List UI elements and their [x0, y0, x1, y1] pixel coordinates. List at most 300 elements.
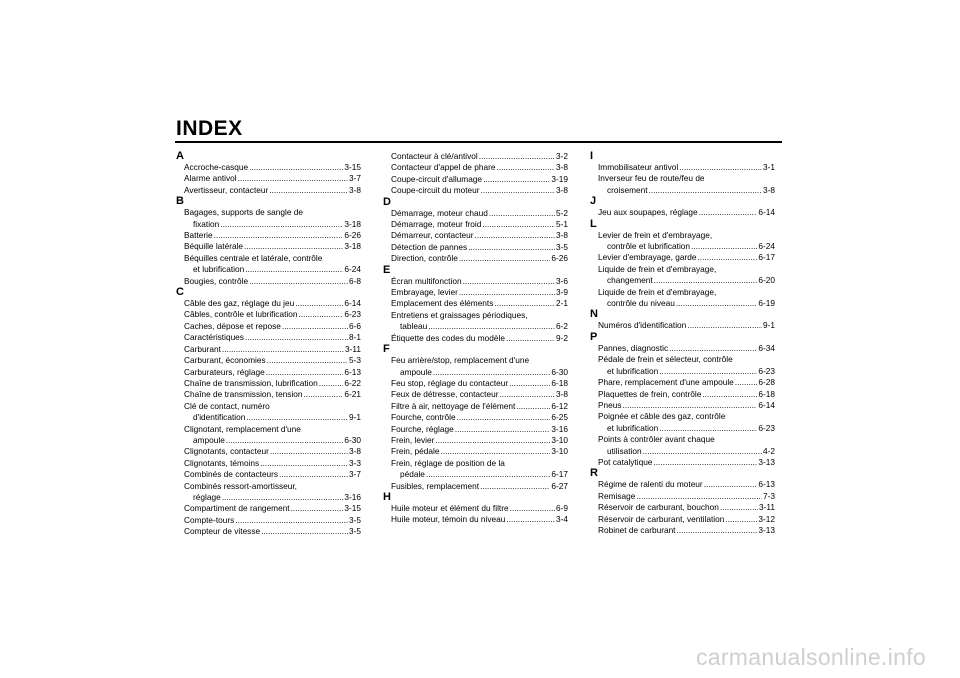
index-entry-leader-row — [598, 252, 775, 263]
index-entry-leader-row — [184, 378, 361, 389]
dot-leader — [676, 298, 758, 309]
index-entry — [176, 458, 361, 469]
index-term: Contacteur d'appel de phare — [391, 162, 496, 173]
index-entry — [176, 389, 361, 400]
dot-leader — [659, 423, 757, 434]
index-term: Carburant — [184, 343, 221, 354]
page-reference: 3-7 — [349, 469, 361, 480]
page-reference: 6-12 — [551, 400, 568, 411]
index-entry — [590, 434, 775, 457]
index-entry — [590, 173, 775, 196]
index-term: Robinet de carburant — [598, 524, 676, 535]
index-entry — [383, 503, 568, 514]
page-title: INDEX — [176, 117, 243, 140]
index-entry — [383, 276, 568, 287]
index-entry-leader-row — [598, 502, 775, 513]
index-entry — [176, 207, 361, 230]
index-entry — [590, 502, 775, 513]
index-letter: J — [590, 195, 597, 208]
title-rule — [175, 141, 782, 143]
index-term: Câbles, contrôle et lubrification — [184, 309, 298, 320]
page-reference: 6-14 — [344, 298, 361, 309]
index-entry-leader-row — [391, 219, 568, 230]
index-entry-leader-row — [184, 162, 361, 173]
index-term: Feu stop, réglage du contacteur — [391, 377, 509, 388]
page-reference: 6-18 — [551, 377, 568, 388]
index-entry — [590, 252, 775, 263]
index-term: contrôle du niveau — [607, 298, 675, 309]
dot-leader — [249, 162, 343, 173]
dot-leader — [226, 435, 344, 446]
index-letter: H — [383, 490, 391, 503]
page-reference: 6-23 — [344, 309, 361, 320]
index-term: Combinés de contacteurs — [184, 469, 279, 480]
dot-leader — [499, 389, 555, 400]
index-entry — [383, 446, 568, 457]
index-term: Compteur de vitesse — [184, 526, 261, 537]
page-reference: 5-2 — [556, 207, 568, 218]
page-reference: 3-1 — [763, 162, 775, 172]
index-term: Démarrage, moteur chaud — [391, 207, 488, 218]
dot-leader — [702, 389, 757, 400]
index-term: Alarme antivol — [184, 173, 237, 184]
dot-leader — [496, 162, 555, 173]
page-reference: 6-17 — [758, 252, 775, 263]
page-reference: 3-13 — [758, 456, 775, 467]
index-entry — [383, 333, 568, 344]
index-entry-leader-row — [598, 275, 775, 286]
index-term: Fusibles, remplacement — [391, 480, 480, 491]
index-entry — [590, 343, 775, 354]
page-reference: 6-25 — [551, 412, 568, 423]
page-reference: 2-1 — [556, 298, 568, 309]
index-term: ampoule — [400, 366, 432, 377]
dot-leader — [679, 162, 762, 173]
dot-leader — [623, 400, 758, 411]
dot-leader — [214, 230, 344, 241]
page-reference: 5-3 — [349, 355, 361, 366]
page-reference: 6-27 — [551, 480, 568, 491]
index-entry — [383, 514, 568, 525]
index-term: Démarrage, moteur froid — [391, 219, 482, 230]
page-reference: 3-4 — [556, 514, 568, 525]
page-reference: 3-5 — [349, 514, 361, 525]
index-entry — [590, 400, 775, 411]
dot-leader — [697, 252, 757, 263]
index-entry — [590, 457, 775, 468]
index-entry — [383, 242, 568, 253]
dot-leader — [735, 377, 758, 388]
page-reference: 4-2 — [763, 445, 775, 456]
page-reference: 6-30 — [344, 434, 361, 445]
index-term: Emplacement des éléments — [391, 298, 494, 309]
index-entry — [590, 491, 775, 502]
page-reference: 6-6 — [349, 320, 361, 331]
index-entry — [176, 481, 361, 504]
dot-leader — [426, 469, 550, 480]
index-term: Numéros d'identification — [598, 320, 687, 331]
dot-leader — [298, 309, 343, 320]
index-entry-leader-row — [598, 207, 775, 218]
dot-leader — [245, 264, 343, 275]
index-entry-leader-row — [184, 503, 361, 514]
index-entry-leader-row — [598, 491, 775, 502]
dot-leader — [245, 332, 348, 343]
page-reference: 3-15 — [344, 162, 361, 172]
page-reference: 6-20 — [758, 275, 775, 286]
index-entry — [176, 253, 361, 276]
index-entry-leader-row — [391, 208, 568, 219]
index-entry — [590, 479, 775, 490]
index-term: Démarreur, contacteur — [391, 230, 474, 241]
page-reference: 3-6 — [556, 275, 568, 286]
index-entry — [176, 276, 361, 287]
index-entry-leader-row — [391, 230, 568, 241]
page-reference: 3-15 — [344, 503, 361, 514]
index-entry — [176, 332, 361, 343]
index-term: Clignotants, contacteur — [184, 446, 269, 457]
index-entry-line: Clé de contact, numéro — [184, 400, 270, 411]
index-entry-line: Entretiens et graissages périodiques, — [391, 309, 528, 320]
index-entry — [590, 230, 775, 253]
index-term: Levier d'embrayage, garde — [598, 252, 697, 263]
index-letter: C — [176, 286, 184, 299]
index-term: Fourche, réglage — [391, 423, 454, 434]
dot-leader — [489, 208, 555, 219]
index-entry-leader-row — [391, 276, 568, 287]
index-entry-leader-row — [391, 469, 568, 480]
index-entry-leader-row — [391, 298, 568, 309]
index-entry — [383, 208, 568, 219]
index-entry — [176, 185, 361, 196]
dot-leader — [428, 321, 555, 332]
index-term: Carburateurs, réglage — [184, 366, 265, 377]
index-entry-leader-row — [184, 298, 361, 309]
index-entry — [590, 525, 775, 536]
index-entry-leader-row — [184, 185, 361, 196]
index-entry-leader-row — [391, 378, 568, 389]
dot-leader — [510, 503, 555, 514]
page-reference: 3-9 — [556, 287, 568, 298]
page-reference: 6-13 — [344, 366, 361, 377]
index-term: Réservoir de carburant, ventilation — [598, 513, 725, 524]
page-reference: 6-14 — [758, 399, 775, 410]
index-entry-leader-row — [598, 377, 775, 388]
index-entry-leader-row — [598, 514, 775, 525]
index-entry — [590, 377, 775, 388]
index-term: Coupe-circuit du moteur — [391, 185, 480, 196]
page-reference: 6-13 — [758, 479, 775, 490]
index-letter: F — [383, 343, 390, 356]
index-entry-leader-row — [184, 458, 361, 469]
index-term: Coupe-circuit d'allumage — [391, 173, 483, 184]
index-term: Clignotants, témoins — [184, 457, 260, 468]
index-entry-leader-row — [184, 173, 361, 184]
index-entry — [590, 287, 775, 310]
index-entry — [176, 173, 361, 184]
dot-leader — [649, 185, 762, 196]
dot-leader — [482, 219, 555, 230]
index-letter: I — [590, 150, 594, 162]
page-reference: 3-18 — [344, 218, 361, 229]
page-reference: 3-8 — [556, 162, 568, 173]
index-letter: B — [176, 195, 184, 208]
index-entry — [176, 298, 361, 309]
page-reference: 9-1 — [763, 320, 775, 331]
index-entry-leader-row — [391, 321, 568, 332]
dot-leader — [238, 173, 348, 184]
page-reference: 6-24 — [758, 241, 775, 252]
index-entry-leader-row — [184, 515, 361, 526]
page-reference: 3-10 — [551, 434, 568, 445]
index-entry — [383, 458, 568, 481]
dot-leader — [435, 435, 550, 446]
page-reference: 3-8 — [763, 184, 775, 195]
index-entry — [176, 367, 361, 378]
index-entry-leader-row — [598, 457, 775, 468]
dot-leader — [463, 276, 555, 287]
page-reference: 6-23 — [758, 365, 775, 376]
index-term: Bougies, contrôle — [184, 275, 249, 286]
index-entry — [383, 355, 568, 378]
index-term: et lubrification — [607, 365, 659, 376]
index-entry — [383, 435, 568, 446]
dot-leader — [459, 253, 551, 264]
index-entry — [383, 481, 568, 492]
dot-leader — [267, 355, 348, 366]
index-letter: R — [590, 467, 598, 480]
index-term: Remisage — [598, 490, 636, 501]
page-reference: 5-1 — [556, 219, 568, 230]
index-entry-line: Inverseur feu de route/feu de — [598, 173, 705, 184]
dot-leader — [244, 241, 343, 252]
page-reference: 6-26 — [551, 253, 568, 264]
dot-leader — [506, 333, 555, 344]
index-entry-leader-row — [184, 492, 361, 503]
index-entry-line: Points à contrôler avant chaque — [598, 434, 715, 445]
index-entry-leader-row — [184, 367, 361, 378]
index-term: Plaquettes de frein, contrôle — [598, 388, 702, 399]
dot-leader — [475, 230, 555, 241]
page-reference: 6-2 — [556, 321, 568, 332]
index-column-3 — [590, 151, 775, 536]
page-reference: 9-2 — [556, 332, 568, 343]
index-entry-leader-row — [391, 242, 568, 253]
index-entry-leader-row — [391, 367, 568, 378]
index-term: croisement — [607, 184, 648, 195]
index-letter: A — [176, 150, 184, 162]
dot-leader — [643, 446, 762, 457]
index-term: Compartiment de rangement — [184, 503, 290, 514]
index-entry-leader-row — [391, 514, 568, 525]
index-letter: P — [590, 330, 598, 343]
index-entry-leader-row — [184, 309, 361, 320]
page-reference: 6-24 — [344, 264, 361, 275]
index-term: Huile moteur, témoin du niveau — [391, 514, 506, 525]
index-term: et lubrification — [607, 422, 659, 433]
index-entry-leader-row — [184, 412, 361, 423]
index-term: Compte-tours — [184, 514, 235, 525]
index-term: Étiquette des codes du modèle — [391, 332, 505, 343]
index-entry — [176, 424, 361, 447]
dot-leader — [222, 492, 344, 503]
index-entry — [383, 378, 568, 389]
index-entry — [383, 412, 568, 423]
index-entry-leader-row — [184, 389, 361, 400]
index-entry — [590, 264, 775, 287]
index-entry-leader-row — [391, 151, 568, 162]
dot-leader — [270, 446, 348, 457]
index-entry — [383, 298, 568, 309]
index-term: Pneus — [598, 399, 622, 410]
index-entry-leader-row — [391, 389, 568, 400]
dot-leader — [691, 241, 757, 252]
index-entry — [383, 230, 568, 241]
index-term: réglage — [193, 491, 221, 502]
index-term: changement — [607, 275, 653, 286]
index-entry-line: Bagages, supports de sangle de — [184, 207, 304, 218]
index-entry — [590, 389, 775, 400]
index-entry-line: Béquilles centrale et latérale, contrôle — [184, 252, 323, 263]
index-entry — [176, 446, 361, 457]
index-entry — [383, 162, 568, 173]
index-term: Carburant, économies — [184, 355, 266, 366]
index-term: Caches, dépose et repose — [184, 320, 281, 331]
dot-leader — [433, 367, 551, 378]
index-entry — [590, 354, 775, 377]
index-letter: L — [590, 217, 597, 230]
page-reference: 6-26 — [344, 230, 361, 241]
index-entry — [176, 401, 361, 424]
dot-leader — [677, 525, 758, 536]
index-term: Batterie — [184, 230, 213, 241]
index-term: Filtre à air, nettoyage de l'élément — [391, 400, 516, 411]
index-term: Béquille latérale — [184, 241, 244, 252]
index-entry — [176, 355, 361, 366]
page-reference: 8-1 — [349, 332, 361, 343]
index-letter: D — [383, 195, 391, 208]
page-reference: 3-19 — [551, 173, 568, 184]
page-reference: 6-22 — [344, 377, 361, 388]
dot-leader — [440, 446, 550, 457]
index-entry — [383, 174, 568, 185]
index-entry-leader-row — [184, 435, 361, 446]
index-entry — [176, 378, 361, 389]
index-entry-leader-row — [598, 162, 775, 173]
watermark: carmanualsonline.info — [695, 644, 926, 670]
dot-leader — [222, 344, 344, 355]
index-entry-leader-row — [184, 469, 361, 480]
index-entry — [590, 514, 775, 525]
dot-leader — [687, 320, 762, 331]
index-entry — [383, 389, 568, 400]
index-entry-leader-row — [184, 446, 361, 457]
index-entry-leader-row — [391, 174, 568, 185]
page-reference: 6-17 — [551, 469, 568, 480]
index-entry-leader-row — [184, 332, 361, 343]
dot-leader — [279, 469, 348, 480]
index-term: et lubrification — [193, 264, 245, 275]
index-entry-leader-row — [598, 400, 775, 411]
index-entry-leader-row — [184, 355, 361, 366]
index-entry — [176, 241, 361, 252]
page-reference: 3-11 — [759, 502, 775, 513]
index-term: contrôle et lubrification — [607, 241, 691, 252]
index-entry — [176, 344, 361, 355]
dot-leader — [468, 242, 555, 253]
index-entry-leader-row — [391, 253, 568, 264]
index-term: Immobilisateur antivol — [598, 162, 679, 172]
index-entry-line: Pédale de frein et sélecteur, contrôle — [598, 354, 733, 365]
dot-leader — [246, 412, 348, 423]
page-reference: 3-8 — [349, 446, 361, 457]
dot-leader — [654, 275, 758, 286]
index-entry-leader-row — [184, 276, 361, 287]
index-entry — [176, 526, 361, 537]
index-term: Détection de pannes — [391, 241, 468, 252]
index-term: utilisation — [607, 445, 642, 456]
page-reference: 6-14 — [758, 207, 775, 218]
index-entry-leader-row — [184, 264, 361, 275]
index-term: Direction, contrôle — [391, 253, 458, 264]
dot-leader — [455, 424, 551, 435]
page-reference: 3-8 — [349, 184, 361, 195]
index-entry-line: Clignotant, remplacement d'une — [184, 423, 301, 434]
index-entry-leader-row — [184, 241, 361, 252]
index-entry-leader-row — [598, 366, 775, 377]
dot-leader — [249, 276, 348, 287]
index-entry-leader-row — [184, 526, 361, 537]
dot-leader — [506, 514, 555, 525]
index-term: Avertisseur, contacteur — [184, 184, 269, 195]
index-term: Contacteur à clé/antivol — [391, 151, 478, 161]
index-entry-leader-row — [598, 185, 775, 196]
index-term: Caractéristiques — [184, 332, 244, 343]
index-term: Régime de ralenti du moteur — [598, 479, 703, 490]
dot-leader — [479, 151, 555, 162]
index-entry-leader-row — [391, 412, 568, 423]
index-entry-leader-row — [184, 230, 361, 241]
index-entry — [383, 310, 568, 333]
dot-leader — [295, 298, 343, 309]
page-reference: 3-16 — [344, 491, 361, 502]
index-term: d'identification — [193, 412, 246, 423]
index-entry-leader-row — [391, 424, 568, 435]
dot-leader — [494, 298, 555, 309]
index-term: Écran multifonction — [391, 275, 462, 286]
index-term: Frein, pédale — [391, 446, 440, 457]
index-entry — [383, 253, 568, 264]
index-term: Chaîne de transmission, lubrification — [184, 377, 318, 388]
index-entry-leader-row — [598, 343, 775, 354]
page-reference: 6-19 — [758, 298, 775, 309]
page-reference: 3-5 — [556, 241, 568, 252]
page-reference: 3-5 — [349, 526, 361, 537]
index-term: fixation — [193, 218, 220, 229]
index-entry — [590, 162, 775, 173]
index-term: Accroche-casque — [184, 162, 249, 172]
index-entry-leader-row — [598, 389, 775, 400]
index-term: Phare, remplacement d'une ampoule — [598, 377, 734, 388]
index-entry-leader-row — [598, 423, 775, 434]
index-term: Chaîne de transmission, tension — [184, 389, 303, 400]
dot-leader — [261, 526, 348, 537]
index-entry-leader-row — [184, 344, 361, 355]
index-entry-leader-row — [391, 435, 568, 446]
index-entry — [383, 424, 568, 435]
page-reference: 6-28 — [758, 377, 775, 388]
index-entry — [383, 401, 568, 412]
